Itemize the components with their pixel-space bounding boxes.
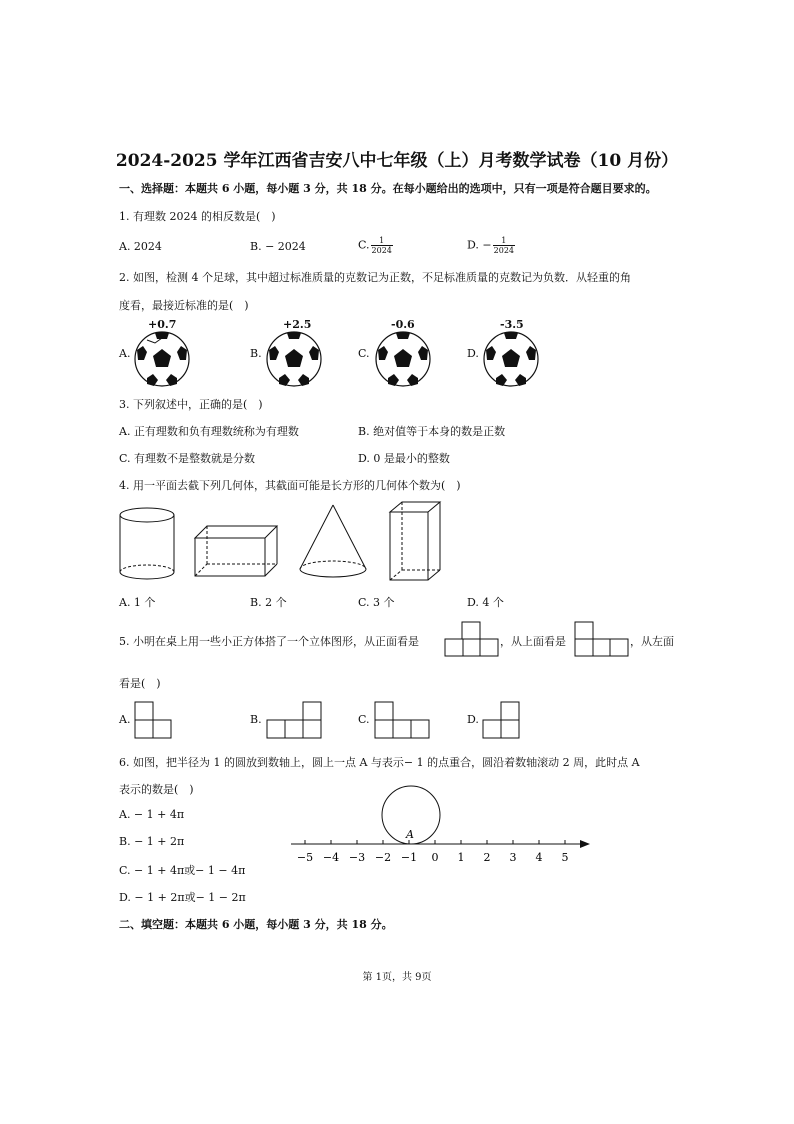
q3-option-c[interactable]: C. 有理数不是整数就是分数 (119, 452, 256, 465)
number-line-tick-label: −5 (296, 851, 314, 864)
q2-option-d-value: -3.5 (500, 318, 524, 331)
q5-option-c[interactable]: C. (358, 713, 370, 726)
q2-option-a-value: +0.7 (148, 318, 177, 331)
q2-option-b-value: +2.5 (283, 318, 312, 331)
number-line-tick-label: −2 (374, 851, 392, 864)
q2-option-c-value: -0.6 (391, 318, 415, 331)
fraction-denominator: 2024 (493, 246, 514, 255)
fraction-numerator: 1 (371, 236, 393, 246)
question-2-stem-line2: 度看，最接近标准的是( ) (119, 299, 249, 312)
point-a-label: A (406, 828, 414, 841)
page-title: 2024-2025 学年江西省吉安八中七年级（上）月考数学试卷（10 月份） (115, 151, 679, 171)
number-line-tick-label: 3 (509, 851, 517, 864)
q6-option-d[interactable]: D. − 1 + 2π或− 1 − 2π (119, 891, 246, 904)
page-footer: 第 1页，共 9页 (362, 972, 432, 983)
q2-option-d-letter[interactable]: D. (467, 347, 479, 360)
q5-option-b[interactable]: B. (250, 713, 262, 726)
q4-option-b[interactable]: B. 2 个 (250, 596, 287, 609)
q1-option-c-letter: C. (358, 238, 370, 252)
q6-option-b[interactable]: B. − 1 + 2π (119, 835, 185, 848)
q5-option-a[interactable]: A. (119, 713, 131, 726)
number-line-tick-label: −3 (348, 851, 366, 864)
q2-option-c-letter[interactable]: C. (358, 347, 370, 360)
number-line-tick-label: 5 (561, 851, 569, 864)
q2-option-b-letter[interactable]: B. (250, 347, 262, 360)
question-6-stem-line2: 表示的数是( ) (119, 783, 194, 796)
q4-option-a[interactable]: A. 1 个 (119, 596, 156, 609)
question-6-stem-line1: 6. 如图，把半径为 1 的圆放到数轴上，圆上一点 A 与表示− 1 的点重合，圆沿着数轴滚动 2 周，此时点 A (119, 756, 640, 769)
q4-option-c[interactable]: C. 3 个 (358, 596, 395, 609)
q1-option-d-letter: D. − (467, 238, 492, 252)
number-line-tick-label: −4 (322, 851, 340, 864)
question-5-stem-part2: ，从上面看是 (500, 635, 566, 648)
question-5-stem-part3: ，从左面 (630, 635, 674, 648)
q1-option-b[interactable]: B. − 2024 (250, 240, 306, 253)
q3-option-d[interactable]: D. 0 是最小的整数 (358, 452, 450, 465)
question-4-stem: 4. 用一平面去截下列几何体，其截面可能是长方形的几何体个数为( ) (119, 479, 461, 492)
question-5-stem-line2: 看是( ) (119, 677, 161, 690)
q4-option-d[interactable]: D. 4 个 (467, 596, 504, 609)
number-line-tick-label: −1 (400, 851, 418, 864)
section-heading-fill-blank: 二、填空题：本题共 6 小题，每小题 3 分，共 18 分。 (119, 918, 393, 931)
question-1-stem: 1. 有理数 2024 的相反数是( ) (119, 210, 276, 223)
q6-option-a[interactable]: A. − 1 + 4π (119, 808, 185, 821)
section-heading-choice: 一、选择题：本题共 6 小题，每小题 3 分，共 18 分。在每小题给出的选项中，只有一项是符合题目要求的。 (119, 182, 657, 195)
question-2-stem-line1: 2. 如图，检测 4 个足球，其中超过标准质量的克数记为正数，不足标准质量的克数记为负数．从轻重的角 (119, 271, 631, 284)
number-line-tick-label: 2 (483, 851, 491, 864)
q3-option-b[interactable]: B. 绝对值等于本身的数是正数 (358, 425, 506, 438)
number-line-tick-label: 4 (535, 851, 543, 864)
number-line-tick-label: 1 (457, 851, 465, 864)
q2-option-a-letter[interactable]: A. (119, 347, 131, 360)
fraction-numerator: 1 (493, 236, 515, 246)
q6-option-c[interactable]: C. − 1 + 4π或− 1 − 4π (119, 864, 246, 877)
q5-option-d[interactable]: D. (467, 713, 479, 726)
question-3-stem: 3. 下列叙述中，正确的是( ) (119, 398, 263, 411)
fraction-denominator: 2024 (371, 246, 392, 255)
q3-option-a[interactable]: A. 正有理数和负有理数统称为有理数 (119, 425, 299, 438)
number-line-arrow-icon (580, 840, 590, 848)
q1-option-a[interactable]: A. 2024 (119, 240, 162, 253)
number-line-tick-label: 0 (431, 851, 439, 864)
question-5-stem-part1: 5. 小明在桌上用一些小正方体搭了一个立体图形，从正面看是 (119, 635, 419, 648)
